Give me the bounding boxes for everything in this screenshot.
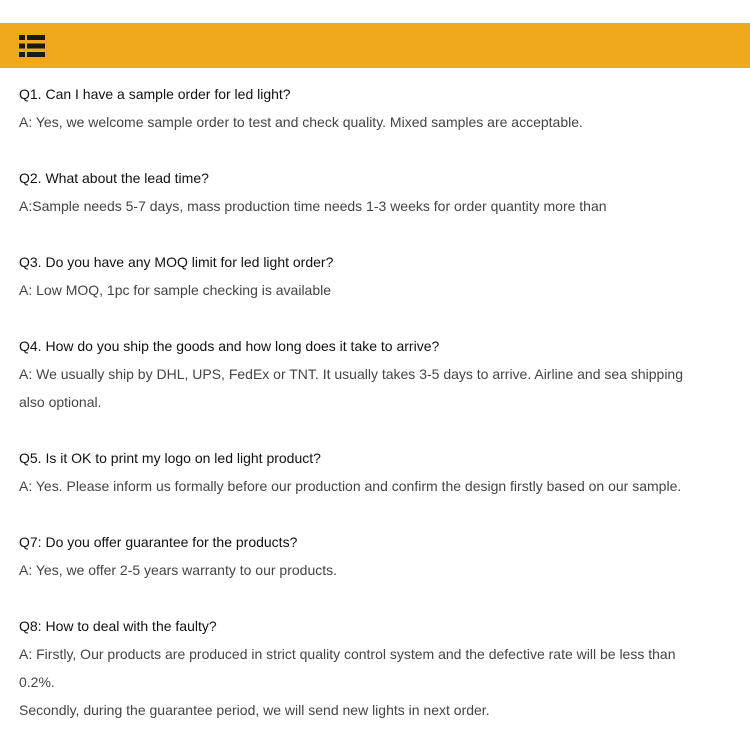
faq-answer: A: Yes. Please inform us formally before our production and confirm the design firstly based on our sample.	[19, 478, 682, 494]
faq-answer: 0.2%.	[19, 674, 55, 690]
header-bar	[0, 23, 750, 68]
faq-question: Q7: Do you offer guarantee for the products?	[19, 534, 298, 550]
faq-question: Q5. Is it OK to print my logo on led light product?	[19, 450, 321, 466]
faq-item	[19, 612, 719, 724]
faq-answer: A: Low MOQ, 1pc for sample checking is available	[19, 282, 332, 298]
faq-answer: A: Firstly, Our products are produced in strict quality control system and the defective rate will be less than	[19, 646, 676, 662]
faq-item	[19, 80, 719, 136]
faq-item	[19, 332, 719, 416]
faq-answer: A: We usually ship by DHL, UPS, FedEx or TNT. It usually takes 3-5 days to arrive. Airline and sea shipping	[19, 366, 684, 382]
faq-answer: A: Yes, we welcome sample order to test and check quality. Mixed samples are acceptable.	[19, 114, 583, 130]
faq-answer: Secondly, during the guarantee period, we will send new lights in next order.	[19, 702, 490, 718]
faq-answer: also optional.	[19, 394, 102, 410]
faq-item	[19, 248, 719, 304]
list-icon	[19, 35, 45, 57]
faq-answer: A: Yes, we offer 2-5 years warranty to our products.	[19, 562, 338, 578]
faq-question: Q2. What about the lead time?	[19, 170, 209, 186]
faq-question: Q4. How do you ship the goods and how long does it take to arrive?	[19, 338, 440, 354]
faq-question: Q3. Do you have any MOQ limit for led light order?	[19, 254, 334, 270]
faq-answer: A:Sample needs 5-7 days, mass production time needs 1-3 weeks for order quantity more than	[19, 198, 607, 214]
faq-list	[19, 80, 719, 752]
faq-item	[19, 164, 719, 220]
faq-question: Q8: How to deal with the faulty?	[19, 618, 217, 634]
faq-item	[19, 528, 719, 584]
faq-question: Q1. Can I have a sample order for led light?	[19, 86, 291, 102]
faq-item	[19, 444, 719, 500]
